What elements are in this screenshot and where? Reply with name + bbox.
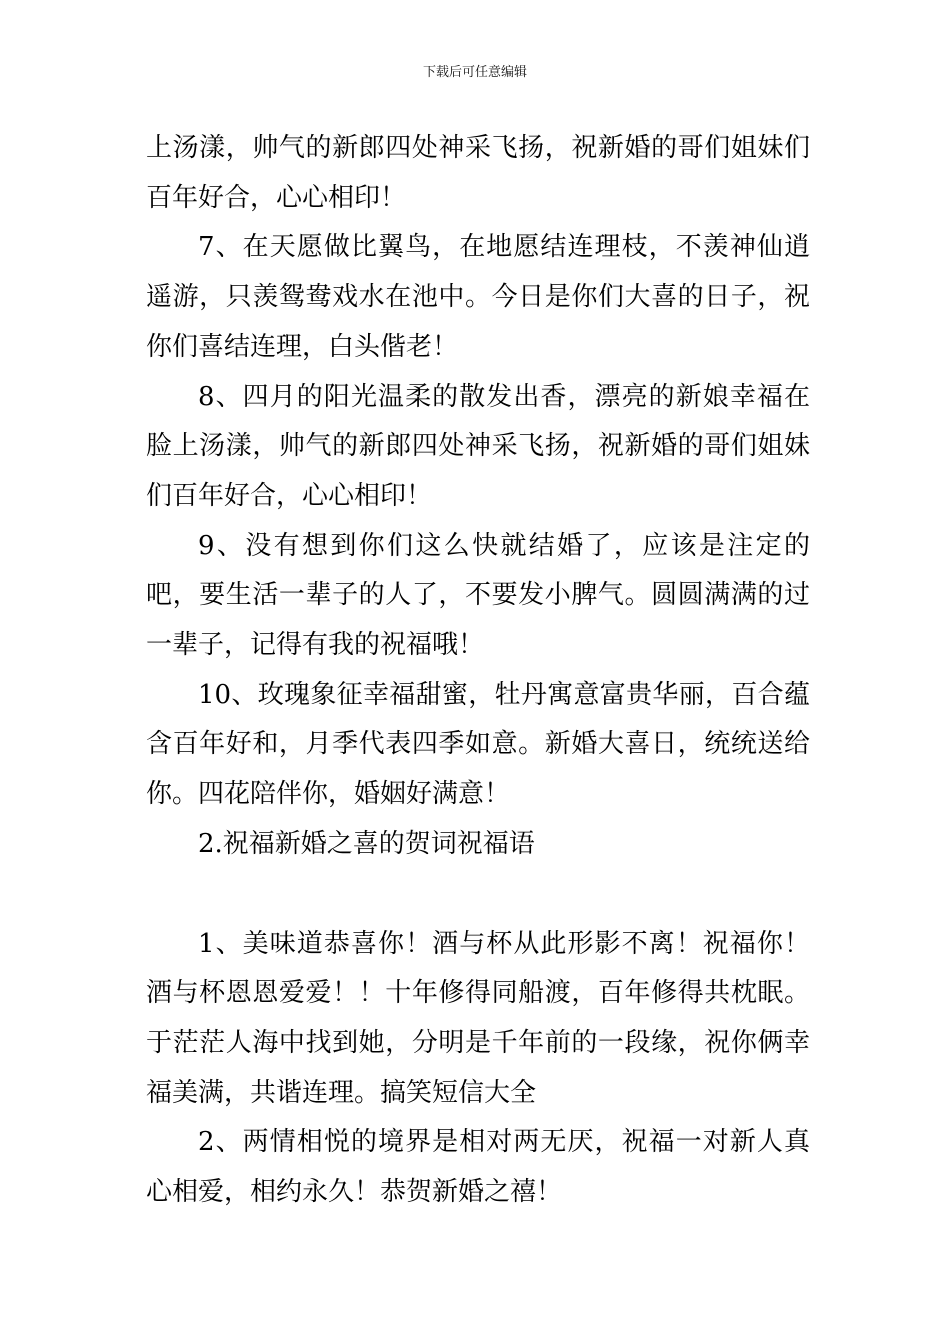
paragraph-section-item-1: 1、美味道恭喜你！酒与杯从此形影不离！祝福你！酒与杯恩恩爱爱！！十年修得同船渡，百年修得共枕眠。于茫茫人海中找到她，分明是千年前的一段缘，祝你俩幸福美满，共谐连理。搞笑短信大全	[146, 928, 810, 1108]
paragraph-continuation: 上汤漾，帅气的新郎四处神采飞扬，祝新婚的哥们姐妹们百年好合，心心相印！	[146, 133, 810, 213]
paragraph-item-8: 8、四月的阳光温柔的散发出香，漂亮的新娘幸福在脸上汤漾，帅气的新郎四处神采飞扬，祝新婚的哥们姐妹们百年好合，心心相印！	[146, 381, 810, 511]
document-body	[146, 124, 810, 1218]
page-header-note: 下载后可任意编辑	[422, 65, 527, 80]
paragraph-item-9: 9、没有想到你们这么快就结婚了，应该是注定的吧，要生活一辈子的人了，不要发小脾气。圆圆满满的过一辈子，记得有我的祝福哦！	[146, 530, 810, 661]
blank-line	[146, 870, 810, 920]
paragraph-item-10: 10、玫瑰象征幸福甜蜜，牡丹寓意富贵华丽，百合蕴含百年好和，月季代表四季如意。新婚大喜日，统统送给你。四花陪伴你，婚姻好满意！	[146, 679, 810, 810]
paragraph-item-7: 7、在天愿做比翼鸟，在地愿结连理枝，不羡神仙逍遥游，只羡鸳鸯戏水在池中。今日是你们大喜的日子，祝你们喜结连理，白头偕老！	[146, 232, 810, 362]
paragraph-section-item-2: 2、两情相悦的境界是相对两无厌，祝福一对新人真心相爱，相约永久！恭贺新婚之禧！	[146, 1127, 810, 1208]
section-heading: 2.祝福新婚之喜的贺词祝福语	[198, 828, 535, 859]
